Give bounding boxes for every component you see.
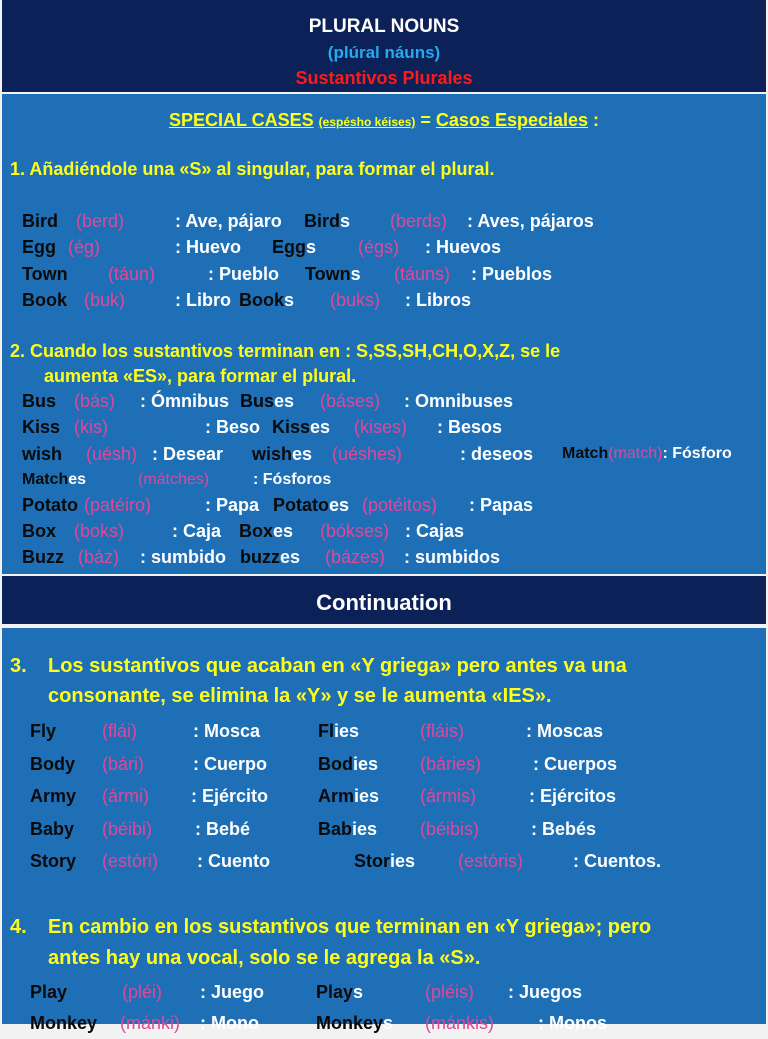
plural-pronunciation: (pléis) bbox=[425, 982, 475, 1002]
singular-pronunciation: (bás) bbox=[74, 391, 116, 411]
rule-4-row bbox=[2, 982, 766, 1008]
plural-word: Monkeys bbox=[316, 1013, 394, 1033]
singular-meaning: : Cuento bbox=[197, 851, 270, 871]
singular-pronunciation: (ég) bbox=[68, 237, 101, 257]
singular-word: Town bbox=[22, 264, 68, 284]
plural-pronunciation: (bázes) bbox=[325, 547, 386, 567]
plural-pronunciation: (béibis) bbox=[420, 819, 480, 839]
singular-word: wish bbox=[22, 444, 63, 464]
plural-pronunciation: (mátches) bbox=[138, 471, 210, 488]
plural-meaning: : Monos bbox=[538, 1013, 607, 1033]
plural-meaning: : Ejércitos bbox=[529, 786, 617, 806]
plural-pronunciation: (bókses) bbox=[320, 521, 390, 541]
singular-meaning: : Pueblo bbox=[208, 264, 279, 284]
plural-meaning: : Papas bbox=[469, 495, 534, 515]
plural-word: Kisses bbox=[272, 417, 331, 437]
rule-1-row bbox=[2, 237, 766, 261]
rule-1-row bbox=[2, 290, 766, 314]
special-cases-heading bbox=[2, 110, 766, 131]
plural-meaning: : Moscas bbox=[526, 721, 604, 741]
plural-word: Matches bbox=[22, 471, 87, 488]
match-word-group bbox=[562, 445, 732, 463]
plural-pronunciation: (fláis) bbox=[420, 721, 464, 741]
title-spanish: Sustantivos Plurales bbox=[295, 68, 473, 88]
plural-pronunciation: (ármis) bbox=[420, 786, 476, 806]
singular-word: Bus bbox=[22, 391, 57, 411]
singular-pronunciation: (uésh) bbox=[86, 444, 138, 464]
singular-word: Army bbox=[30, 786, 77, 806]
plural-word: wishes bbox=[252, 444, 313, 464]
singular-word: Monkey bbox=[30, 1013, 98, 1033]
rule-3-row bbox=[2, 819, 766, 845]
singular-meaning: : Ejército bbox=[191, 786, 269, 806]
special-cases-equals: = bbox=[420, 110, 431, 130]
singular-meaning: : Caja bbox=[172, 521, 222, 541]
singular-meaning: : Mosca bbox=[193, 721, 261, 741]
rule-3-row bbox=[2, 786, 766, 812]
singular-pronunciation: (báz) bbox=[78, 547, 120, 567]
rule-3-line-2: consonante, se elimina la «Y» y se le aumenta «IES». bbox=[48, 685, 552, 707]
page-title: PLURAL NOUNS bbox=[308, 16, 460, 37]
singular-pronunciation: (ármi) bbox=[102, 786, 149, 806]
plural-word: Bodies bbox=[318, 754, 379, 774]
plural-pronunciation: (mánkis) bbox=[425, 1013, 495, 1033]
singular-pronunciation: (mánki) bbox=[120, 1013, 181, 1033]
singular-pronunciation: (flái) bbox=[102, 721, 137, 741]
singular-word: Bird bbox=[22, 211, 58, 231]
plural-word: Stories bbox=[354, 851, 416, 871]
rule-4-line-1: En cambio en los sustantivos que terminan en «Y griega»; pero bbox=[48, 916, 652, 938]
singular-pronunciation: (pléi) bbox=[122, 982, 163, 1002]
plural-word: Books bbox=[239, 290, 295, 310]
singular-word: Story bbox=[30, 851, 77, 871]
singular-meaning: : Desear bbox=[152, 444, 224, 464]
rule-3-line-1: Los sustantivos que acaban en «Y griega» pero antes va una bbox=[48, 655, 627, 677]
plural-pronunciation: (báries) bbox=[420, 754, 482, 774]
rule-3-row bbox=[2, 754, 766, 780]
singular-meaning: : sumbido bbox=[140, 547, 226, 567]
match-singular-word: Match bbox=[562, 445, 609, 462]
rule-2-row bbox=[2, 547, 766, 571]
plural-pronunciation: (uéshes) bbox=[332, 444, 403, 464]
rule-1-row bbox=[2, 211, 766, 235]
rule-1-text: 1. Añadiéndole una «S» al singular, para formar el plural. bbox=[10, 159, 495, 179]
rule-4-number: 4. bbox=[10, 916, 27, 938]
plural-meaning: : Cajas bbox=[405, 521, 465, 541]
special-cases-colon: : bbox=[593, 110, 600, 130]
match-singular-meaning: : Fósforo bbox=[662, 445, 732, 462]
continuation-title: Continuation bbox=[316, 590, 452, 615]
plural-meaning: : sumbidos bbox=[404, 547, 501, 567]
rule-2-row bbox=[2, 521, 766, 545]
singular-meaning: : Ómnibus bbox=[140, 391, 229, 411]
rule-4-line-2: antes hay una vocal, solo se le agrega la «S». bbox=[48, 947, 481, 969]
rule-2-text-line-1: 2. Cuando los sustantivos terminan en : S,SS,SH,CH,O,X,Z, se le bbox=[10, 341, 561, 361]
singular-word: Baby bbox=[30, 819, 75, 839]
singular-word: Fly bbox=[30, 721, 57, 741]
singular-meaning: : Libro bbox=[175, 290, 231, 310]
plural-pronunciation: (berds) bbox=[390, 211, 448, 231]
plural-meaning: : Juegos bbox=[508, 982, 583, 1002]
plural-pronunciation: (buks) bbox=[330, 290, 381, 310]
plural-word: Towns bbox=[305, 264, 361, 284]
singular-meaning: : Juego bbox=[200, 982, 265, 1002]
singular-pronunciation: (boks) bbox=[74, 521, 125, 541]
plural-word: Eggs bbox=[272, 237, 317, 257]
plural-word: Boxes bbox=[239, 521, 294, 541]
rule-2-row bbox=[2, 444, 766, 468]
rules-panel-2 bbox=[2, 628, 766, 1033]
singular-word: Egg bbox=[22, 237, 56, 257]
title-pronunciation: (plúral náuns) bbox=[327, 43, 441, 62]
rule-2-row bbox=[2, 495, 766, 519]
special-cases-title: SPECIAL CASES bbox=[168, 110, 314, 130]
singular-word: Book bbox=[22, 290, 67, 310]
rule-3-row bbox=[2, 851, 766, 877]
rule-3-row bbox=[2, 721, 766, 747]
singular-word: Buzz bbox=[22, 547, 64, 567]
rule-2-match-plural-row bbox=[2, 471, 766, 493]
singular-pronunciation: (buk) bbox=[84, 290, 126, 310]
singular-pronunciation: (patéiro) bbox=[84, 495, 152, 515]
plural-word: Buses bbox=[240, 391, 295, 411]
plural-meaning: : deseos bbox=[460, 444, 534, 464]
plural-meaning: : Besos bbox=[437, 417, 503, 437]
singular-word: Box bbox=[22, 521, 57, 541]
plural-pronunciation: (potéitos) bbox=[362, 495, 438, 515]
singular-meaning: : Papa bbox=[205, 495, 260, 515]
singular-pronunciation: (kis) bbox=[74, 417, 108, 437]
plural-meaning: : Huevos bbox=[425, 237, 502, 257]
singular-pronunciation: (táun) bbox=[108, 264, 156, 284]
singular-pronunciation: (estóri) bbox=[102, 851, 159, 871]
plural-word: Birds bbox=[304, 211, 351, 231]
plural-meaning: : Libros bbox=[405, 290, 471, 310]
plural-meaning: : Cuentos. bbox=[573, 851, 661, 871]
singular-meaning: : Huevo bbox=[175, 237, 242, 257]
plural-meaning: : Cuerpos bbox=[533, 754, 618, 774]
plural-pronunciation: (kises) bbox=[354, 417, 407, 437]
plural-word: buzzes bbox=[240, 547, 301, 567]
rule-3-number: 3. bbox=[10, 655, 27, 677]
plural-word: Flies bbox=[318, 721, 360, 741]
singular-meaning: : Bebé bbox=[195, 819, 251, 839]
plural-pronunciation: (báses) bbox=[320, 391, 381, 411]
plural-meaning: : Pueblos bbox=[471, 264, 553, 284]
plural-word: Armies bbox=[318, 786, 380, 806]
plural-meaning: : Bebés bbox=[531, 819, 597, 839]
special-cases-spanish: Casos Especiales bbox=[435, 110, 589, 130]
singular-pronunciation: (béibi) bbox=[102, 819, 153, 839]
plural-pronunciation: (estóris) bbox=[458, 851, 524, 871]
singular-word: Kiss bbox=[22, 417, 61, 437]
rule-2-row bbox=[2, 391, 766, 415]
plural-word: Plays bbox=[316, 982, 364, 1002]
singular-word: Play bbox=[30, 982, 68, 1002]
rules-panel-1 bbox=[2, 94, 766, 574]
continuation-banner bbox=[2, 576, 766, 626]
plural-meaning: : Aves, pájaros bbox=[467, 211, 594, 231]
plural-meaning: : Omnibuses bbox=[404, 391, 514, 411]
rule-1-row bbox=[2, 264, 766, 288]
singular-meaning: : Ave, pájaro bbox=[175, 211, 282, 231]
singular-word: Potato bbox=[22, 495, 78, 515]
rule-2-row bbox=[2, 417, 766, 441]
plural-word: Potatoes bbox=[273, 495, 350, 515]
singular-meaning: : Beso bbox=[205, 417, 261, 437]
title-banner bbox=[2, 0, 766, 94]
match-singular-pronunciation: (match) bbox=[608, 445, 663, 462]
plural-pronunciation: (égs) bbox=[358, 237, 400, 257]
special-cases-pronunciation: (espésho kéises) bbox=[318, 115, 416, 129]
singular-meaning: : Mono bbox=[200, 1013, 259, 1033]
plural-pronunciation: (táuns) bbox=[394, 264, 451, 284]
singular-word: Body bbox=[30, 754, 75, 774]
singular-pronunciation: (bári) bbox=[102, 754, 145, 774]
singular-meaning: : Cuerpo bbox=[193, 754, 267, 774]
plural-word: Babies bbox=[318, 819, 378, 839]
rule-2-text-line-2: aumenta «ES», para formar el plural. bbox=[44, 366, 357, 386]
rule-4-row bbox=[2, 1013, 766, 1039]
singular-pronunciation: (berd) bbox=[76, 211, 125, 231]
plural-meaning: : Fósforos bbox=[253, 471, 332, 488]
